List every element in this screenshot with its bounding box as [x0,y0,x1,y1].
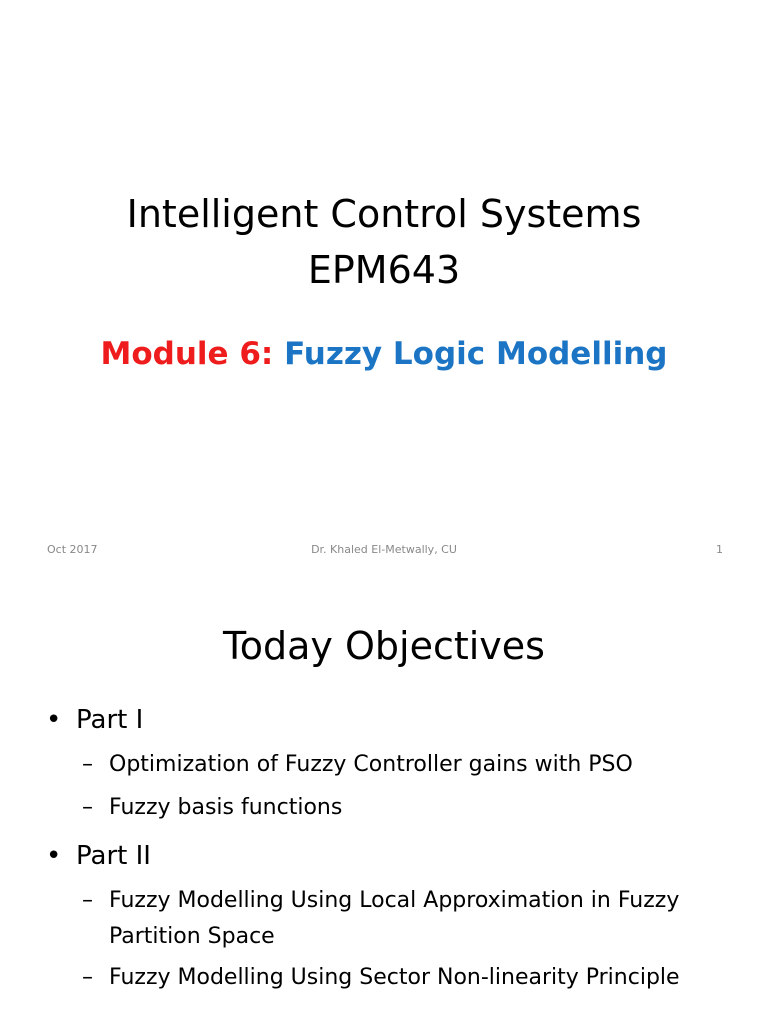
footer-page-number: 1 [716,543,723,556]
bullet-part-2 [46,840,151,872]
slide-title-line-1: Intelligent Control Systems [126,192,642,236]
sub-item-text: Fuzzy Modelling Using Local Approximation in Fuzzy Partition Space [109,888,680,949]
footer-author: Dr. Khaled El-Metwally, CU [311,543,457,556]
dash-icon: – [82,795,93,820]
dash-icon: – [82,888,93,913]
sub-item [82,790,709,826]
sub-item-text: Fuzzy Modelling Using Sector Non-linearity Principle [109,965,680,990]
bullet-part-1 [46,704,143,736]
sub-item [82,883,709,955]
sub-item-text: Optimization of Fuzzy Controller gains with PSO [109,752,633,777]
module-topic: Fuzzy Logic Modelling [284,336,668,372]
sub-item-text: Fuzzy basis functions [109,795,343,820]
bullet-label: Part I [76,705,144,735]
dash-icon: – [82,965,93,990]
sub-item [82,960,709,996]
bullet-icon: • [46,705,62,735]
dash-icon: – [82,752,93,777]
sub-item [82,747,709,783]
bullet-label: Part II [76,841,151,871]
footer-date: Oct 2017 [47,543,98,556]
bullet-icon: • [46,841,62,871]
module-label: Module 6: [100,336,274,372]
slide-2 [0,576,768,1024]
module-subtitle [0,334,768,374]
slide-title: Today Objectives [223,624,545,668]
slide-title-line-2: EPM643 [307,248,461,292]
